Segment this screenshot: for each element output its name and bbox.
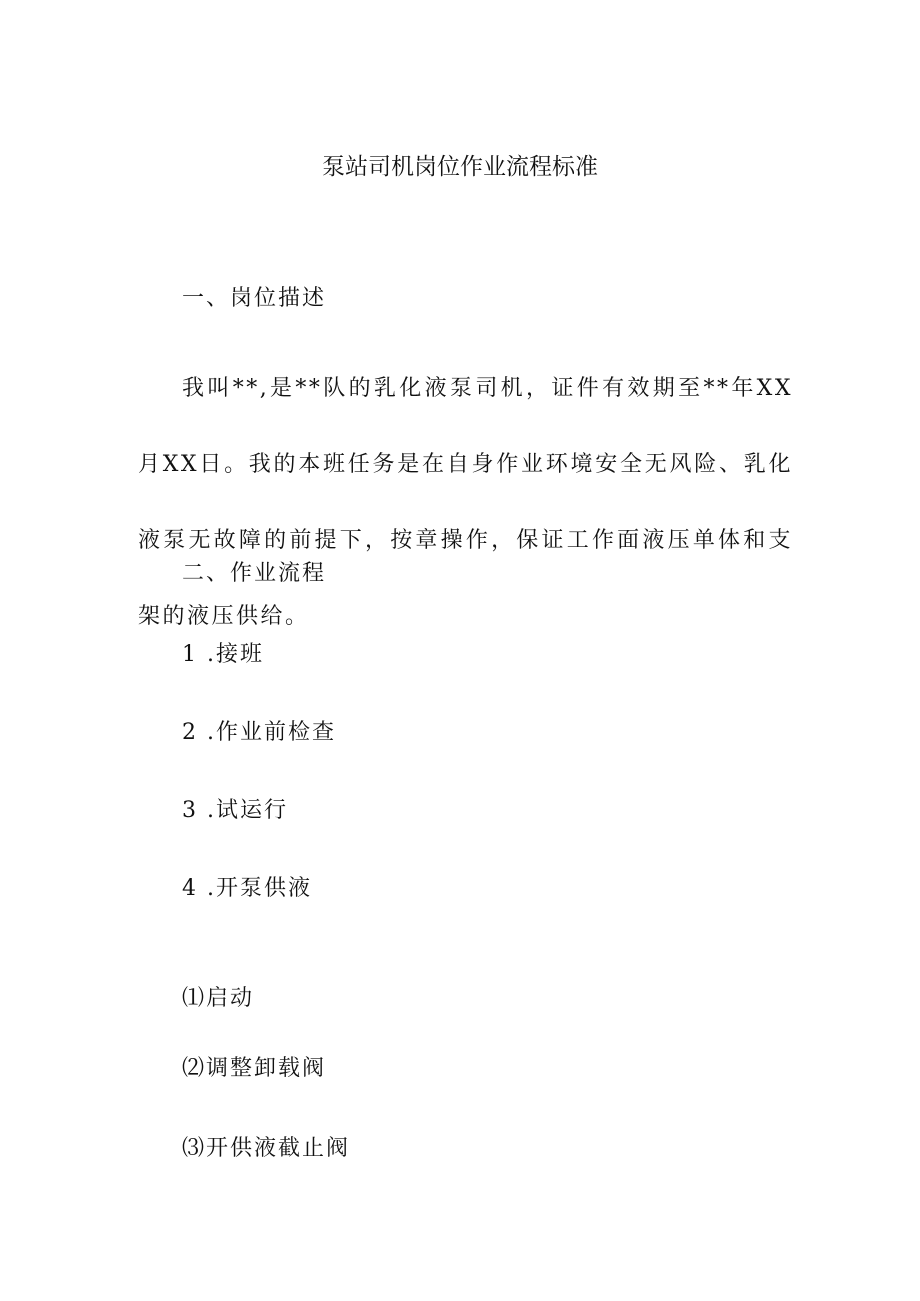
substep-item: ⑶开供液截止阀 [182, 1136, 351, 1161]
step-item: 4 .开泵供液 [182, 876, 312, 901]
step-item: 2 .作业前检查 [182, 720, 336, 745]
step-item: 3 .试运行 [182, 798, 288, 823]
substep-item: ⑴启动 [182, 986, 255, 1011]
step-item: 1 .接班 [182, 642, 264, 667]
document-title: 泵站司机岗位作业流程标准 [322, 154, 598, 180]
substep-item: ⑵调整卸载阀 [182, 1056, 327, 1081]
section-heading-work-process: 二、作业流程 [182, 561, 327, 586]
section-heading-job-description: 一、岗位描述 [182, 286, 327, 311]
job-description-paragraph: 我叫**,是**队的乳化液泵司机，证件有效期至**年XX月XX日。我的本班任务是在自身作业环境安全无风险、乳化液泵无故障的前提下，按章操作，保证工作面液压单体和支架的液压供给。 [138, 376, 793, 629]
